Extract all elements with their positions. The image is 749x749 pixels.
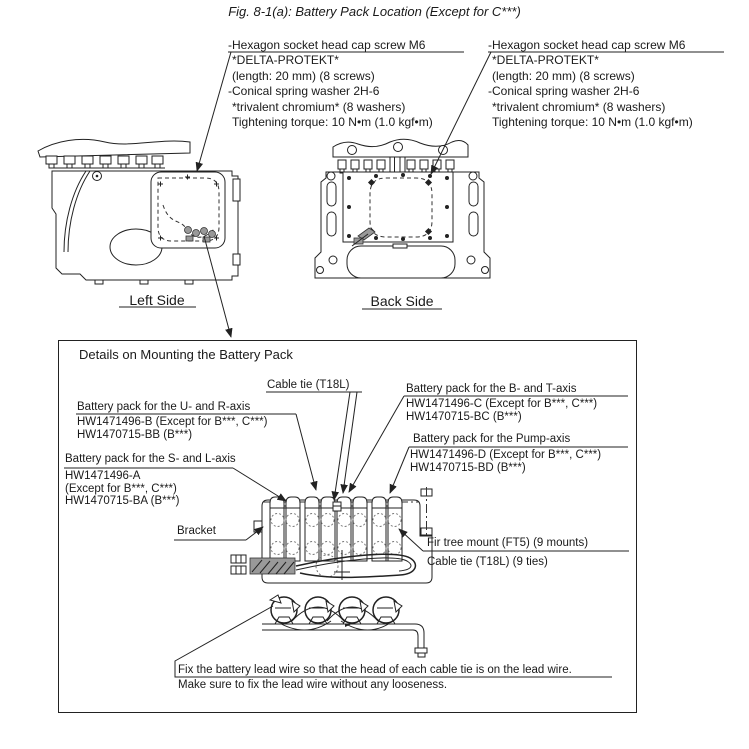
screw-note-line: *DELTA-PROTEKT* <box>232 53 339 68</box>
details-title: Details on Mounting the Battery Pack <box>79 347 293 362</box>
part-number: HW1470715-BC (B***) <box>406 411 522 423</box>
left-side-drawing <box>38 139 240 284</box>
pack-sl-title: Battery pack for the S- and L-axis <box>65 453 236 465</box>
fixing-note-line2: Make sure to fix the lead wire without any looseness. <box>178 679 448 692</box>
left-side-label: Left Side <box>129 292 185 308</box>
screw-note-line: Tightening torque: 10 N•m (1.0 kgf•m) <box>232 115 433 130</box>
screw-note-line: *trivalent chromium* (8 washers) <box>232 99 406 114</box>
pack-pump-title: Battery pack for the Pump-axis <box>413 433 571 445</box>
back-side-drawing <box>315 139 490 278</box>
screw-note-line: -Conical spring washer 2H-6 <box>228 84 380 99</box>
fir-tree-mount-label: Fir tree mount (FT5) (9 mounts) <box>427 537 589 549</box>
left-battery-cover <box>151 172 225 248</box>
screw-note-line: -Hexagon socket head cap screw M6 <box>228 38 426 52</box>
part-number: HW1470715-BD (B***) <box>410 462 526 474</box>
part-number: HW1470715-BB (B***) <box>77 429 193 441</box>
fixing-note-line1: Fix the battery lead wire so that the head of each cable tie is on the lead wire. <box>178 664 572 676</box>
screw-note-line: (length: 20 mm) (8 screws) <box>492 68 635 83</box>
part-number: HW1471496-A <box>65 470 141 482</box>
back-battery-cover-dashed <box>370 178 432 237</box>
screw-note-line: *trivalent chromium* (8 washers) <box>492 99 666 114</box>
pack-bt-lines <box>406 398 597 424</box>
back-battery-plate <box>343 172 453 242</box>
screw-note-left <box>228 38 433 130</box>
screw-note-line: -Conical spring washer 2H-6 <box>488 84 640 99</box>
cable-tie-top-label: Cable tie (T18L) <box>267 379 350 391</box>
left-battery-connectors <box>185 227 216 243</box>
pack-bt-title: Battery pack for the B- and T-axis <box>406 383 577 395</box>
cable-tie-bottom-label: Cable tie (T18L) (9 ties) <box>427 556 548 568</box>
screw-note-line: (length: 20 mm) (8 screws) <box>232 68 375 83</box>
part-number: HW1470715-BA (B***) <box>65 495 180 508</box>
screw-note-line: Tightening torque: 10 N•m (1.0 kgf•m) <box>492 115 693 130</box>
screw-note-line: -Hexagon socket head cap screw M6 <box>488 38 686 52</box>
screw-note-line: *DELTA-PROTEKT* <box>492 53 599 68</box>
back-battery-connectors <box>352 228 375 246</box>
back-side-label: Back Side <box>370 293 434 309</box>
back-connector-teeth <box>338 160 454 173</box>
fixing-note <box>178 663 572 694</box>
left-connector-teeth <box>46 156 163 168</box>
part-number: (Except for B***, C***) <box>65 482 177 495</box>
pack-sl-lines <box>65 470 179 508</box>
pack-pump-lines <box>410 449 601 475</box>
screw-note-right <box>488 38 693 130</box>
part-number: HW1471496-D (Except for B***, C***) <box>410 449 602 461</box>
pack-ur-lines <box>77 416 267 442</box>
pack-ur-title: Battery pack for the U- and R-axis <box>77 401 251 413</box>
part-number: HW1471496-B (Except for B***, C***) <box>77 416 268 428</box>
details-pointer-arrow <box>204 236 231 337</box>
back-plate-screws <box>347 173 449 241</box>
part-number: HW1471496-C (Except for B***, C***) <box>406 398 598 410</box>
bracket-label: Bracket <box>177 525 216 537</box>
figure-title: Fig. 8-1(a): Battery Pack Location (Except for C***) <box>228 4 521 19</box>
